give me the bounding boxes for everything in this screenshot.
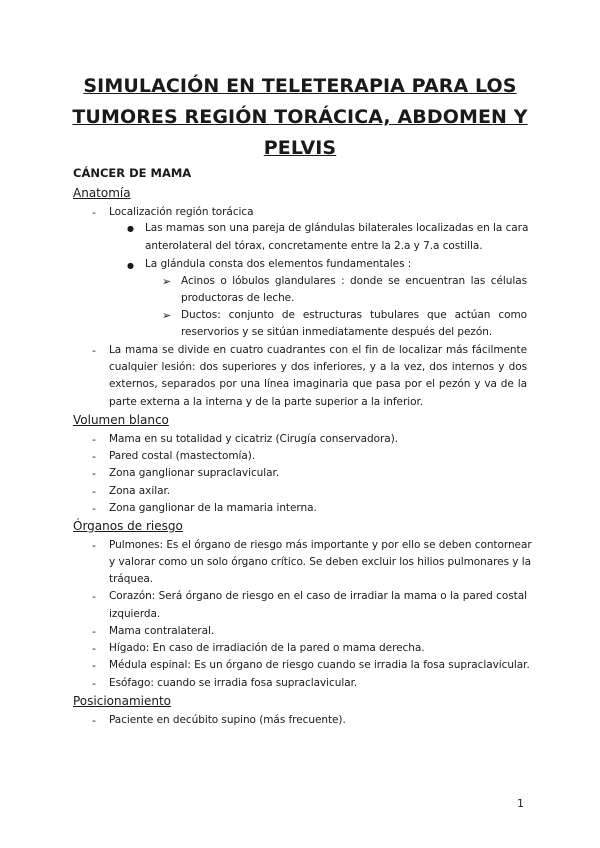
dash-marker: - [92,642,96,655]
dash-marker: - [92,714,96,727]
list-item: Médula espinal: Es un órgano de riesgo cuando se irradia la fosa supraclavicular. [109,659,530,671]
list-item: anterolateral del tórax, concretamente entre la 2.a y 7.a costilla. [145,240,483,252]
dash-marker: - [92,433,96,446]
list-item: Corazón: Será órgano de riesgo en el caso de irradiar la mama o la pared costal [109,590,527,602]
list-item: y valorar como un solo órgano crítico. Se deben excluir los hilios pulmonares y la [109,556,532,568]
title-line: PELVIS [263,137,337,159]
heading-posicionamiento: Posicionamiento [73,694,172,708]
dash-marker: - [92,539,96,552]
dash-marker: - [92,677,96,690]
heading-organos: Órganos de riesgo [73,519,183,533]
list-item: Zona ganglionar de la mamaria interna. [109,502,317,514]
list-item: productoras de leche. [181,292,295,304]
bullet-marker: ● [127,261,134,270]
dash-marker: - [92,206,96,219]
list-item: tráquea. [109,573,154,585]
arrow-marker: ➢ [162,275,172,288]
list-item: Ductos: conjunto de estructuras tubulares que actúan como [181,309,527,321]
list-item: Mama en su totalidad y cicatriz (Cirugía conservadora). [109,433,399,445]
document-title [70,71,530,164]
list-item: parte externa a la interna y de la parte superior a la inferior. [109,396,424,408]
dash-marker: - [92,467,96,480]
list-item: Hígado: En caso de irradiación de la pared o mama derecha. [109,642,425,654]
title-line: SIMULACIÓN EN TELETERAPIA PARA LOS [83,75,517,97]
list-item: La glándula consta dos elementos fundamentales : [145,258,412,270]
section-title: CÁNCER DE MAMA [73,166,192,180]
bullet-marker: ● [127,224,134,233]
list-item: reservorios y se sitúan inmediatamente después del pezón. [181,326,493,338]
dash-marker: - [92,344,96,357]
dash-marker: - [92,502,96,515]
dash-marker: - [92,450,96,463]
dash-marker: - [92,590,96,603]
heading-anatomia: Anatomía [73,186,131,200]
dash-marker: - [92,625,96,638]
list-item: Esófago: cuando se irradia fosa supraclavicular. [109,677,358,689]
list-item: Zona ganglionar supraclavicular. [109,467,280,479]
dash-marker: - [92,485,96,498]
list-item: izquierda. [109,608,161,620]
list-item: cualquier lesión: dos superiores y dos inferiores, y a la vez, dos internos y dos [109,361,527,373]
list-item: Mama contralateral. [109,625,215,637]
heading-volumen: Volumen blanco [73,413,169,427]
list-item: Zona axilar. [109,485,171,497]
list-item: Las mamas son una pareja de glándulas bilaterales localizadas en la cara [145,222,529,234]
list-item: Pared costal (mastectomía). [109,450,256,462]
dash-marker: - [92,659,96,672]
list-item: Pulmones: Es el órgano de riesgo más importante y por ello se deben contornear [109,539,532,551]
title-line: TUMORES REGIÓN TORÁCICA, ABDOMEN Y [72,106,528,128]
page-number: 1 [517,797,524,810]
list-item: Paciente en decúbito supino (más frecuente). [109,714,346,726]
list-item: externos, separados por una línea imaginaria que pasa por el pezón y va de la [109,378,527,390]
list-item: Localización región torácica [109,206,254,218]
arrow-marker: ➢ [162,309,172,322]
list-item: La mama se divide en cuatro cuadrantes con el fin de localizar más fácilmente [109,344,527,356]
list-item: Acinos o lóbulos glandulares : donde se encuentran las células [181,275,527,287]
